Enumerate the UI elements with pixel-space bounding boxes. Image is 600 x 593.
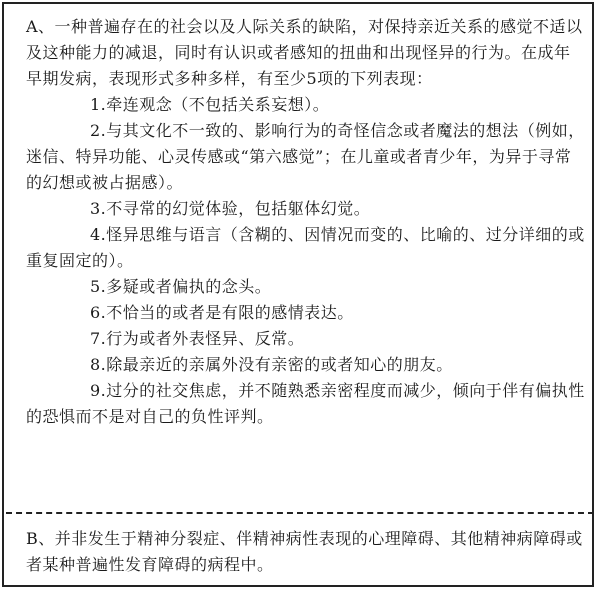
criterion-a-item-2: 2.与其文化不一致的、影响行为的奇怪信念或者魔法的想法（例如，迷信、特异功能、心灵传感或“第六感觉”；在儿童或者青少年，为异于寻常的幻想或被占据感）。: [26, 121, 585, 192]
criteria-box: [2, 2, 594, 587]
criterion-a-item-6: 6.不恰当的或者是有限的感情表达。: [90, 303, 354, 322]
criterion-a-item-8: 8.除最亲近的亲属外没有亲密的或者知心的朋友。: [90, 355, 453, 374]
criterion-a-item-4: 4.怪异思维与语言（含糊的、因情况而变的、比喻的、过分详细的或重复固定的）。: [26, 225, 585, 270]
criterion-a-intro: A、一种普遍存在的社会以及人际关系的缺陷，对保持亲近关系的感觉不适以及这种能力的减退，同时有认识或者感知的扭曲和出现怪异的行为。在成年早期发病，表现形式多种多样，有至少5项的下列表现：: [26, 17, 583, 88]
criterion-a-item-5: 5.多疑或者偏执的念头。: [90, 277, 272, 296]
criterion-a-item-1: 1.牵连观念（不包括关系妄想）。: [90, 95, 330, 114]
criterion-a-item-9: 9.过分的社交焦虑，并不随熟悉亲密程度而减少，倾向于伴有偏执性的恐惧而不是对自己的负性评判。: [26, 381, 585, 426]
section-divider: [6, 512, 594, 514]
criterion-a-item-7: 7.行为或者外表怪异、反常。: [90, 329, 305, 348]
criterion-a-item-3: 3.不寻常的幻觉体验，包括躯体幻觉。: [90, 199, 371, 218]
criterion-a-section: [26, 14, 586, 430]
criterion-b-section: [26, 526, 586, 578]
criterion-b-text: B、并非发生于精神分裂症、伴精神病性表现的心理障碍、其他精神病障碍或者某种普遍性发育障碍的病程中。: [26, 529, 583, 574]
